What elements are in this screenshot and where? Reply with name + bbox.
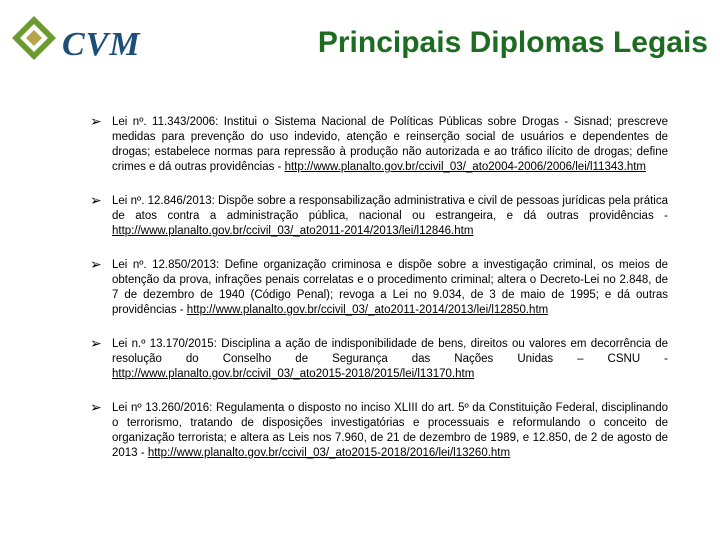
item-text: Lei nº. 12.850/2013: Define organização criminosa e dispõe sobre a investigação criminal, os meios de obtenção da prova, infrações penais correlatas e o procedimento criminal; altera o Decreto-Lei no 2.848, de 7 de dezembro de 1940 (Código Penal); revoga a Lei no 9.034, de 3 de maio de 1995; e dá outras providências - xyxy=(112,259,668,316)
list-item xyxy=(90,335,668,382)
cvm-logo-icon xyxy=(10,12,58,72)
page-title: Principais Diplomas Legais xyxy=(317,26,708,59)
list-item xyxy=(90,256,668,318)
item-link[interactable]: http://www.planalto.gov.br/ccivil_03/_ato2015-2018/2015/lei/l13170.htm xyxy=(112,368,475,380)
cvm-logo xyxy=(10,12,160,72)
item-text: Lei n.º 13.170/2015: Disciplina a ação de indisponibilidade de bens, direitos ou valores em decorrência de resolução do Conselho de Segurança das Nações Unidas – CSNU - xyxy=(112,338,668,365)
item-link[interactable]: http://www.planalto.gov.br/ccivil_03/_ato2011-2014/2013/lei/l12850.htm xyxy=(186,304,549,316)
item-text: Lei nº. 12.846/2013: Dispõe sobre a responsabilização administrativa e civil de pessoas jurídicas pela prática de atos contra a administração pública, nacional ou estrangeira, e dá outras providências - xyxy=(112,195,668,222)
list-item xyxy=(90,192,668,239)
arrow-bullet-icon: ➢ xyxy=(90,399,102,415)
arrow-bullet-icon: ➢ xyxy=(90,256,102,272)
arrow-bullet-icon: ➢ xyxy=(90,335,102,351)
item-link[interactable]: http://www.planalto.gov.br/ccivil_03/_ato2004-2006/2006/lei/l11343.htm xyxy=(284,161,646,173)
arrow-bullet-icon: ➢ xyxy=(90,192,102,208)
item-link[interactable]: http://www.planalto.gov.br/ccivil_03/_ato2011-2014/2013/lei/l12846.htm xyxy=(112,225,474,237)
laws-list xyxy=(90,113,668,480)
item-text: Lei nº 13.260/2016: Regulamenta o disposto no inciso XLIII do art. 5º da Constituição Federal, disciplinando o terrorismo, tratando de disposições investigatórias e processuais e reformulando o conceito de organização terrorista; e altera as Leis nos 7.960, de 21 de dezembro de 1989, e 12.850, de 2 de agosto de 2013 - xyxy=(112,402,668,459)
list-item xyxy=(90,399,668,461)
item-link[interactable]: http://www.planalto.gov.br/ccivil_03/_ato2015-2018/2016/lei/l13260.htm xyxy=(147,447,511,459)
item-text: Lei nº. 11.343/2006: Institui o Sistema Nacional de Políticas Públicas sobre Drogas - Sisnad; prescreve medidas para prevenção do uso indevido, atenção e reinserção social de usuários e dependentes de drogas; estabelece normas para repressão à produção não autorizada e ao tráfico ilícito de drogas; define crimes e dá outras providências - xyxy=(112,116,668,173)
logo-text: CVM xyxy=(62,26,141,63)
list-item xyxy=(90,113,668,175)
arrow-bullet-icon: ➢ xyxy=(90,113,102,129)
